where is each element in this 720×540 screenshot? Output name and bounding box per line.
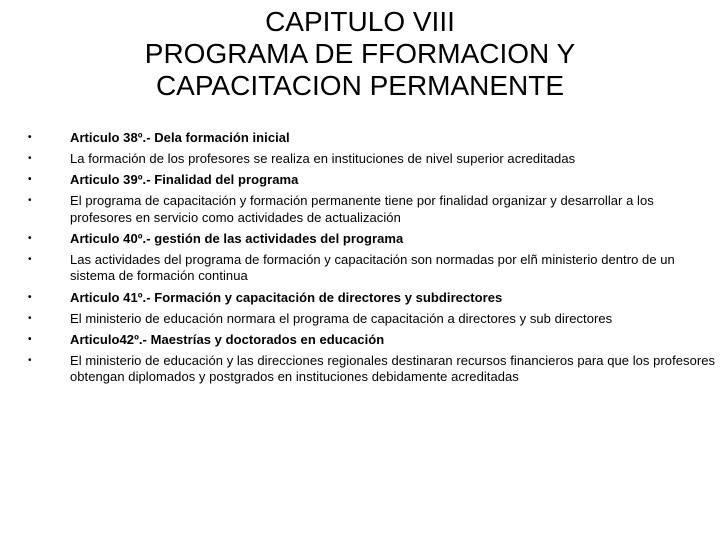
bullet-text: Articulo 39º.- Finalidad del programa xyxy=(70,172,299,188)
title-line-3: CAPACITACION PERMANENTE xyxy=(155,70,565,101)
bullet-icon: • xyxy=(28,333,32,345)
bullet-item-article-40 xyxy=(28,231,718,248)
bullet-text: La formación de los profesores se realiza en instituciones de nivel superior acreditadas xyxy=(70,151,576,167)
bullet-icon: • xyxy=(28,291,32,303)
bullet-icon: • xyxy=(28,253,32,265)
bullet-icon: • xyxy=(28,312,32,324)
bullet-text: El ministerio de educación normara el programa de capacitación a directores y sub directores xyxy=(70,310,613,326)
bullet-text: Articulo 40º.- gestión de las actividades del programa xyxy=(70,230,404,246)
bullet-item xyxy=(28,311,718,328)
slide-title xyxy=(60,6,660,102)
bullet-item-article-42 xyxy=(28,332,718,349)
bullet-icon: • xyxy=(28,153,32,165)
bullet-item-article-41 xyxy=(28,290,718,307)
bullet-icon: • xyxy=(28,174,32,186)
bullet-item-article-38 xyxy=(28,130,718,147)
bullet-icon: • xyxy=(28,132,32,143)
bullet-list xyxy=(28,130,718,390)
bullet-text: El programa de capacitación y formación permanente tiene por finalidad organizar y desarrollar a los profesores en servicio como actividades de actualización xyxy=(70,193,654,225)
bullet-item xyxy=(28,193,718,226)
bullet-item xyxy=(28,252,718,285)
title-line-2: PROGRAMA DE FFORMACION Y xyxy=(144,38,576,69)
title-line-1: CAPITULO VIII xyxy=(265,6,455,37)
bullet-text: Articulo42º.- Maestrías y doctorados en educación xyxy=(70,331,385,347)
bullet-item-article-39 xyxy=(28,172,718,189)
bullet-text: Las actividades del programa de formación y capacitación son normadas por elñ ministerio dentro de un sistema de formación continua xyxy=(70,251,675,284)
bullet-text: El ministerio de educación y las direcciones regionales destinaran recursos financieros para que los profesores obtengan diplomados y postgrados en instituciones debidamente acreditadas xyxy=(70,352,716,385)
bullet-icon: • xyxy=(28,354,32,366)
bullet-item xyxy=(28,353,718,386)
bullet-icon: • xyxy=(28,232,32,244)
bullet-item xyxy=(28,151,718,168)
bullet-text: Articulo 41º.- Formación y capacitación de directores y subdirectores xyxy=(70,289,503,305)
bullet-icon: • xyxy=(28,195,32,207)
bullet-text: Articulo 38º.- Dela formación inicial xyxy=(70,130,290,145)
